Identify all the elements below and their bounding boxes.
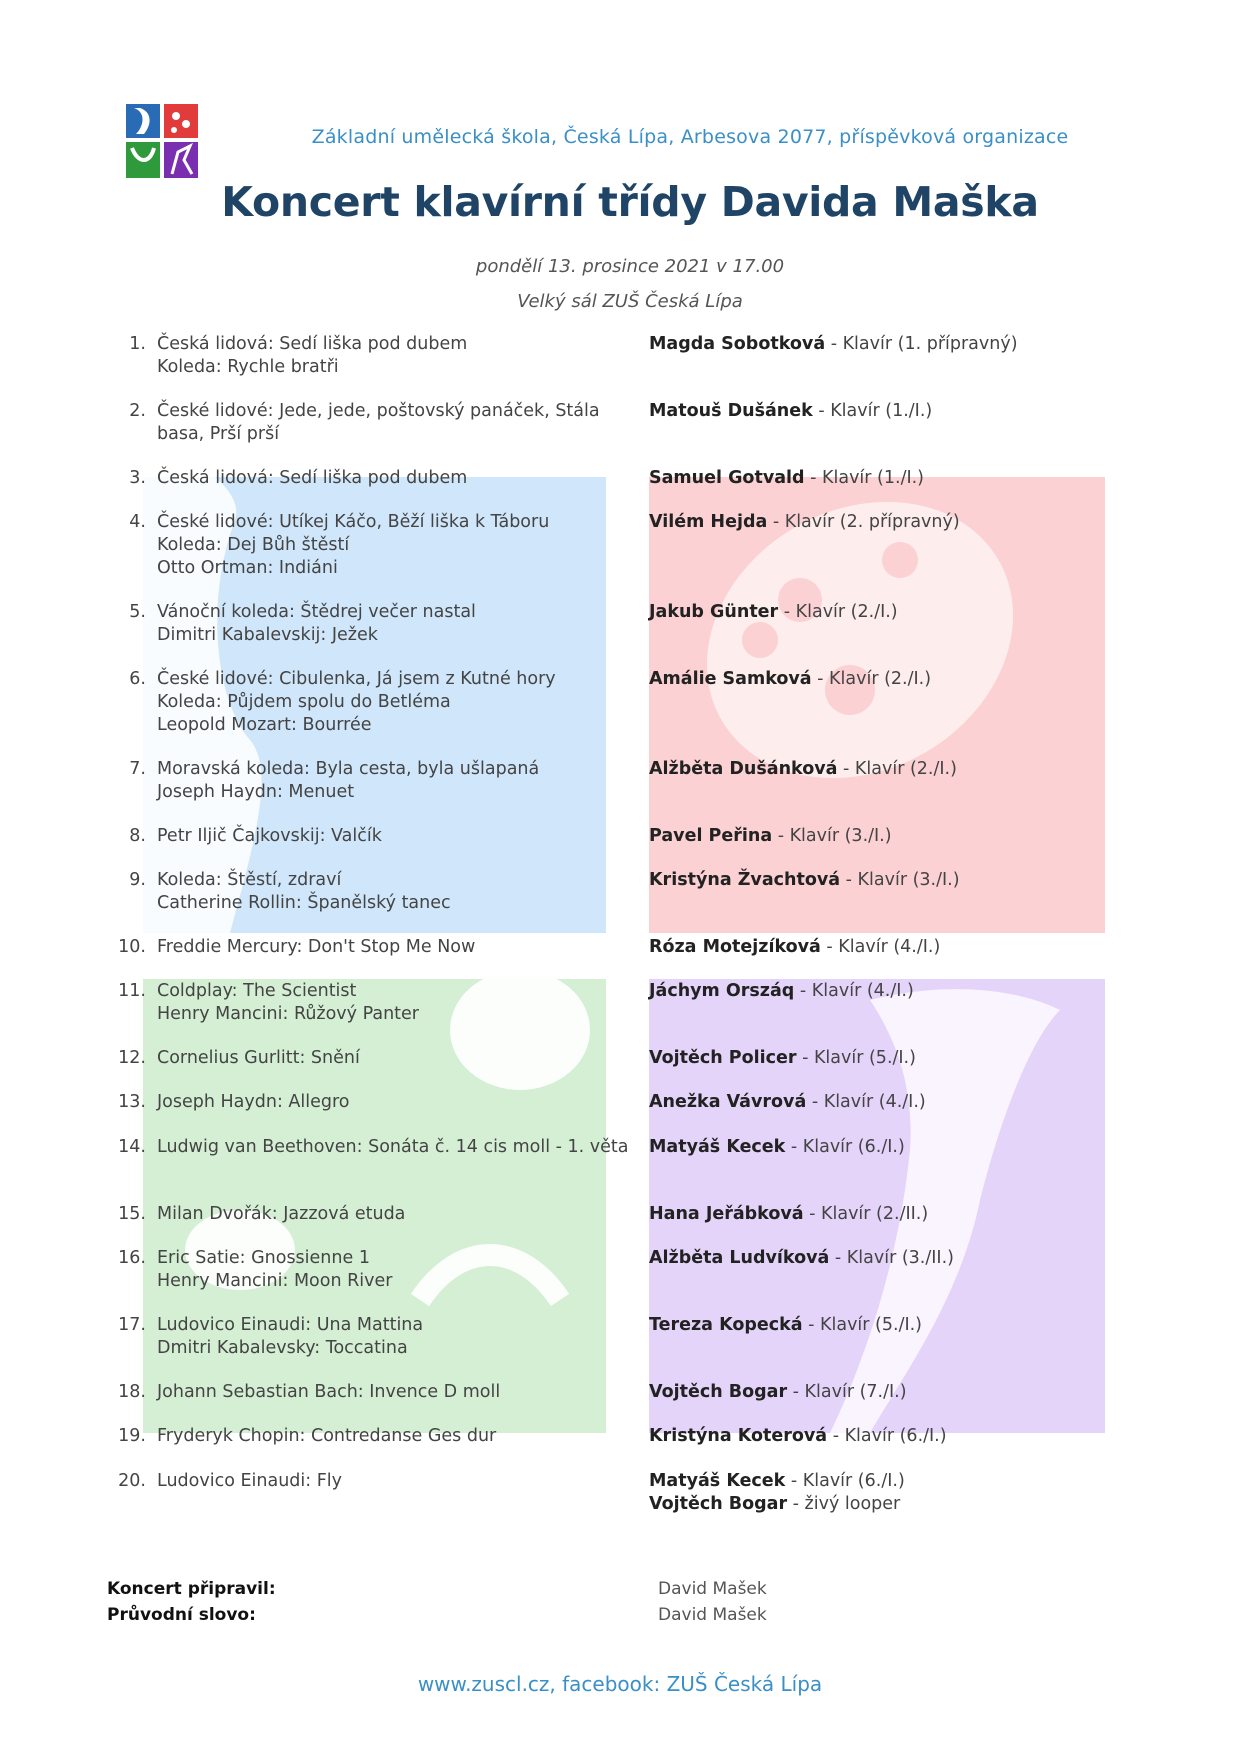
- performer-instrument: - Klavír (3./I.): [840, 870, 960, 890]
- piece-title: Milan Dvořák: Jazzová etuda: [157, 1204, 406, 1224]
- program-item-performers: [649, 825, 1119, 848]
- piece-title: Henry Mancini: Růžový Panter: [157, 1004, 419, 1024]
- program-item-pieces: [157, 1470, 637, 1493]
- program-item-performers: [649, 1425, 1119, 1448]
- program-item-pieces: [157, 1425, 637, 1448]
- performer-instrument: - Klavír (1. přípravný): [825, 334, 1018, 354]
- piece-title: Česká lidová: Sedí liška pod dubem: [157, 334, 468, 354]
- piece-title: Ludovico Einaudi: Fly: [157, 1471, 342, 1491]
- piece-title: Koleda: Štěstí, zdraví: [157, 870, 342, 890]
- performer-instrument: - Klavír (7./I.): [787, 1382, 907, 1402]
- performer: [649, 1381, 1119, 1404]
- performer-instrument: - Klavír (2./I.): [837, 759, 957, 779]
- performer-instrument: - Klavír (1./I.): [804, 468, 925, 488]
- program-item-number: 8.: [129, 826, 146, 846]
- piece-title: Cornelius Gurlitt: Snění: [157, 1048, 360, 1068]
- program-item-pieces: [157, 980, 637, 1026]
- program-item-pieces: [157, 1247, 637, 1293]
- performer: [649, 1203, 1119, 1226]
- program-item-performers: [649, 1247, 1119, 1270]
- program-item-performers: [649, 1470, 1119, 1516]
- performer-name: Kristýna Koterová: [649, 1426, 828, 1446]
- program-item-performers: [649, 1381, 1119, 1404]
- performer: [649, 980, 1119, 1003]
- program-item-performers: [649, 758, 1119, 781]
- program-item-number: 14.: [118, 1137, 146, 1157]
- performer-name: Pavel Peřina: [649, 826, 773, 846]
- program-item-number: 1.: [129, 334, 146, 354]
- program-item-number: 18.: [118, 1382, 146, 1402]
- program-item-performers: [649, 1136, 1119, 1159]
- performer: [649, 825, 1119, 848]
- program-item-pieces: [157, 668, 637, 737]
- school-logo: [126, 104, 198, 178]
- performer-instrument: - Klavír (2./II.): [803, 1204, 929, 1224]
- piece-title: Česká lidová: Sedí liška pod dubem: [157, 468, 468, 488]
- performer-name: Jakub Günter: [649, 602, 779, 622]
- performer: [649, 601, 1119, 624]
- credit-value-speech: David Mašek: [658, 1605, 767, 1625]
- piece-title: Catherine Rollin: Španělský tanec: [157, 893, 451, 913]
- program-item-pieces: [157, 1047, 637, 1070]
- piece-title: České lidové: Cibulenka, Já jsem z Kutné hory: [157, 669, 556, 689]
- performer: [649, 467, 1119, 490]
- program-item-number: 12.: [118, 1048, 146, 1068]
- piece-title: Vánoční koleda: Štědrej večer nastal: [157, 602, 476, 622]
- program-item-number: 19.: [118, 1426, 146, 1446]
- program-item-pieces: [157, 1381, 637, 1404]
- program-item-pieces: [157, 869, 637, 915]
- piece-title: Henry Mancini: Moon River: [157, 1271, 393, 1291]
- performer-name: Hana Jeřábková: [649, 1204, 804, 1224]
- performer-instrument: - Klavír (6./I.): [785, 1471, 905, 1491]
- performer-instrument: - Klavír (5./I.): [796, 1048, 916, 1068]
- program-item-pieces: [157, 758, 637, 804]
- piece-title: České lidové: Jede, jede, poštovský panáček, Stála basa, Prší prší: [157, 401, 600, 444]
- performer-instrument: - Klavír (2. přípravný): [767, 512, 960, 532]
- piece-title: Koleda: Rychle bratři: [157, 357, 339, 377]
- program-item-number: 9.: [129, 870, 146, 890]
- program-item-number: 13.: [118, 1092, 146, 1112]
- performer: [649, 1314, 1119, 1337]
- piece-title: Ludovico Einaudi: Una Mattina: [157, 1315, 424, 1335]
- program-item-number: 10.: [118, 937, 146, 957]
- performer-name: Alžběta Dušánková: [649, 759, 838, 779]
- performer-name: Samuel Gotvald: [649, 468, 805, 488]
- performer-instrument: - Klavír (4./I.): [820, 937, 941, 957]
- performer: [649, 1493, 1119, 1516]
- performer: [649, 333, 1119, 356]
- program-item-pieces: [157, 400, 637, 446]
- performer-name: Alžběta Ludvíková: [649, 1248, 830, 1268]
- program-item-pieces: [157, 1203, 637, 1226]
- program-item-number: 4.: [129, 512, 146, 532]
- performer-name: Magda Sobotková: [649, 334, 826, 354]
- piece-title: Dmitri Kabalevsky: Toccatina: [157, 1338, 408, 1358]
- program-item-pieces: [157, 936, 637, 959]
- program-item-performers: [649, 601, 1119, 624]
- performer: [649, 1136, 1119, 1159]
- performer-instrument: - Klavír (3./II.): [829, 1248, 954, 1268]
- program-item-pieces: [157, 1091, 637, 1114]
- page-title: Koncert klavírní třídy Davida Maška: [221, 178, 1039, 226]
- piece-title: Joseph Haydn: Menuet: [157, 782, 355, 802]
- piece-title: Coldplay: The Scientist: [157, 981, 357, 1001]
- program-item-performers: [649, 980, 1119, 1003]
- program-item-number: 6.: [129, 669, 146, 689]
- performer-instrument: - Klavír (6./I.): [785, 1137, 905, 1157]
- program-item-performers: [649, 1203, 1119, 1226]
- program-item-performers: [649, 1091, 1119, 1114]
- concert-date: pondělí 13. prosince 2021 v 17.00: [475, 256, 785, 277]
- piece-title: Koleda: Půjdem spolu do Betléma: [157, 692, 451, 712]
- piece-title: Petr Iljič Čajkovskij: Valčík: [157, 826, 382, 846]
- performer-name: Matouš Dušánek: [649, 401, 813, 421]
- performer-name: Matyáš Kecek: [649, 1471, 786, 1491]
- piece-title: Johann Sebastian Bach: Invence D moll: [157, 1382, 501, 1402]
- performer-name: Róza Motejzíková: [649, 937, 821, 957]
- performer: [649, 1247, 1119, 1270]
- performer-instrument: - Klavír (1./I.): [812, 401, 933, 421]
- credit-label-prepared: Koncert připravil:: [107, 1579, 276, 1599]
- program-item-pieces: [157, 1136, 637, 1159]
- performer: [649, 1425, 1119, 1448]
- performer-name: Vojtěch Policer: [649, 1048, 797, 1068]
- piece-title: Moravská koleda: Byla cesta, byla ušlapaná: [157, 759, 540, 779]
- piece-title: Joseph Haydn: Allegro: [157, 1092, 350, 1112]
- performer-name: Vojtěch Bogar: [649, 1382, 788, 1402]
- footer-links: www.zuscl.cz, facebook: ZUŠ Česká Lípa: [417, 1672, 823, 1696]
- program-item-number: 20.: [118, 1471, 146, 1491]
- program-item-number: 2.: [129, 401, 146, 421]
- piece-title: Ludwig van Beethoven: Sonáta č. 14 cis moll - 1. věta: [157, 1137, 629, 1157]
- performer-instrument: - Klavír (5./I.): [802, 1315, 923, 1335]
- performer-instrument: - Klavír (2./I.): [778, 602, 898, 622]
- program-item-pieces: [157, 825, 637, 848]
- program-item-pieces: [157, 601, 637, 647]
- performer: [649, 511, 1119, 534]
- program-item-performers: [649, 467, 1119, 490]
- performer: [649, 1470, 1119, 1493]
- performer-name: Kristýna Žvachtová: [649, 870, 841, 890]
- performer: [649, 936, 1119, 959]
- performer-name: Amálie Samková: [649, 669, 812, 689]
- performer-instrument: - Klavír (4./I.): [794, 981, 914, 1001]
- program-item-number: 16.: [118, 1248, 146, 1268]
- program-item-number: 15.: [118, 1204, 146, 1224]
- organization-name: Základní umělecká škola, Česká Lípa, Arbesova 2077, příspěvková organizace: [311, 126, 1069, 148]
- program-item-pieces: [157, 511, 637, 580]
- program-item-number: 3.: [129, 468, 146, 488]
- performer-name: Anežka Vávrová: [649, 1092, 807, 1112]
- piece-title: Dimitri Kabalevskij: Ježek: [157, 625, 378, 645]
- performer: [649, 758, 1119, 781]
- performer-name: Matyáš Kecek: [649, 1137, 786, 1157]
- program-item-number: 17.: [118, 1315, 146, 1335]
- program-item-performers: [649, 333, 1119, 356]
- piece-title: Otto Ortman: Indiáni: [157, 558, 338, 578]
- program-item-number: 11.: [118, 981, 146, 1001]
- performer-instrument: - Klavír (6./I.): [827, 1426, 947, 1446]
- performer-name: Vilém Hejda: [649, 512, 768, 532]
- program-item-number: 7.: [129, 759, 146, 779]
- credit-label-speech: Průvodní slovo:: [107, 1605, 256, 1625]
- piece-title: Koleda: Dej Bůh štěstí: [157, 535, 350, 555]
- program-item-pieces: [157, 1314, 637, 1360]
- piece-title: Leopold Mozart: Bourrée: [157, 715, 372, 735]
- performer-instrument: - živý looper: [787, 1494, 901, 1514]
- performer-instrument: - Klavír (4./I.): [806, 1092, 926, 1112]
- performer: [649, 400, 1119, 423]
- performer: [649, 668, 1119, 691]
- piece-title: České lidové: Utíkej Káčo, Běží liška k Táboru: [157, 512, 550, 532]
- program-item-performers: [649, 1314, 1119, 1337]
- program-item-performers: [649, 668, 1119, 691]
- piece-title: Fryderyk Chopin: Contredanse Ges dur: [157, 1426, 497, 1446]
- program-item-pieces: [157, 333, 637, 379]
- program-item-performers: [649, 1047, 1119, 1070]
- credit-value-prepared: David Mašek: [658, 1579, 767, 1599]
- performer: [649, 1091, 1119, 1114]
- piece-title: Freddie Mercury: Don't Stop Me Now: [157, 937, 476, 957]
- performer: [649, 1047, 1119, 1070]
- program-item-performers: [649, 869, 1119, 892]
- performer-name: Vojtěch Bogar: [649, 1494, 788, 1514]
- program-item-performers: [649, 936, 1119, 959]
- piece-title: Eric Satie: Gnossienne 1: [157, 1248, 370, 1268]
- program-item-performers: [649, 400, 1119, 423]
- performer-name: Tereza Kopecká: [649, 1315, 803, 1335]
- performer-instrument: - Klavír (3./I.): [772, 826, 892, 846]
- program-item-pieces: [157, 467, 637, 490]
- program-item-number: 5.: [129, 602, 146, 622]
- concert-venue: Velký sál ZUŠ Česká Lípa: [517, 291, 743, 312]
- performer-name: Jáchym Orszáq: [649, 981, 795, 1001]
- performer-instrument: - Klavír (2./I.): [811, 669, 932, 689]
- program-item-performers: [649, 511, 1119, 534]
- performer: [649, 869, 1119, 892]
